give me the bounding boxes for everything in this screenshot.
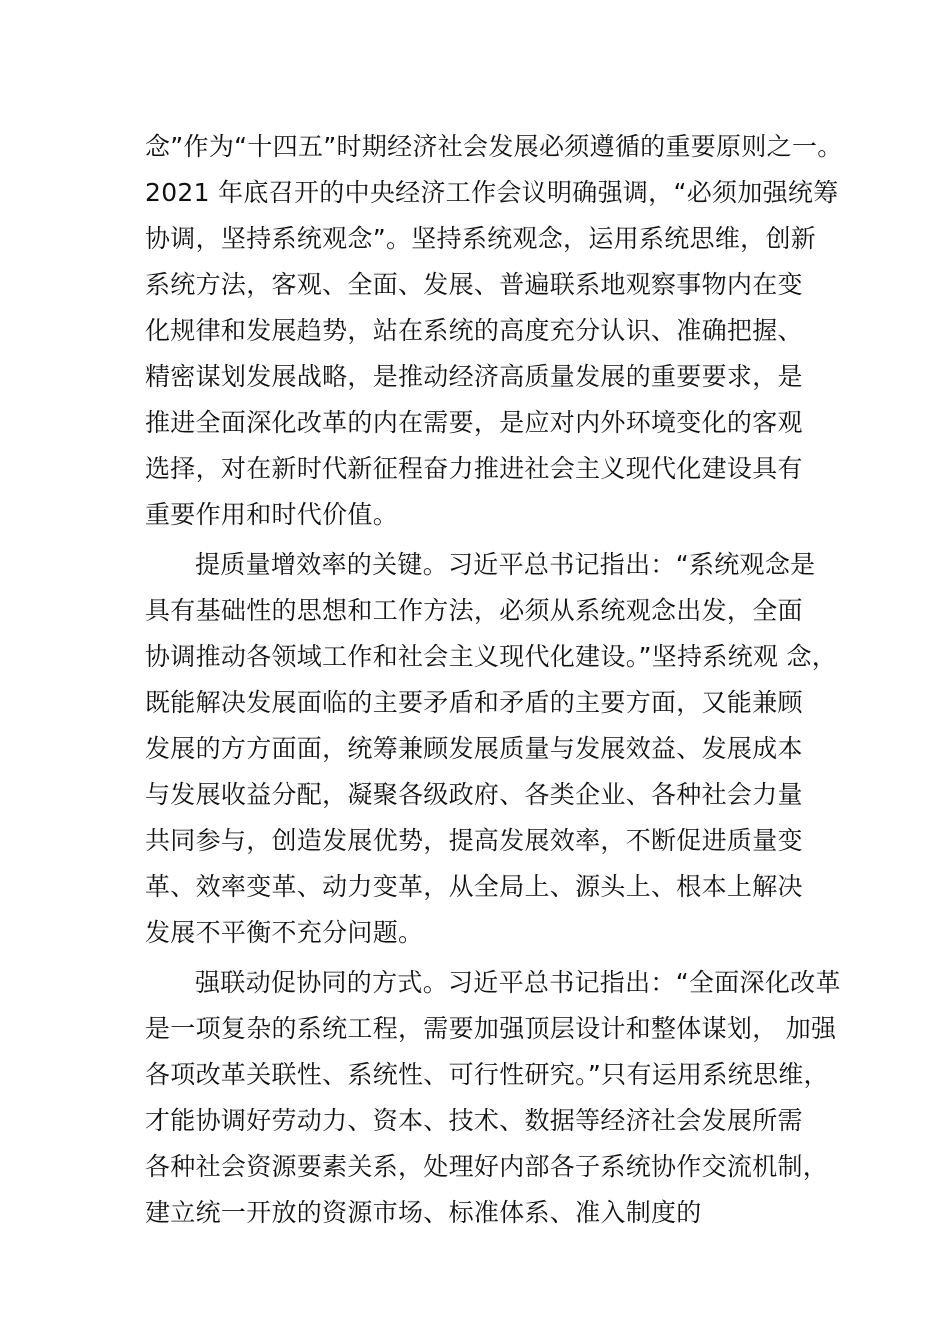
paragraph-1-line-5: 化规律和发展趋势，站在系统的高度充分认识、准确把握、 [145,316,803,345]
paragraph-2-line-3: 协调推动各领域工作和社会主义现代化建设。”坚持系统观 念， [145,642,838,671]
paragraph-2-line-6: 与发展收益分配，凝聚各级政府、各类企业、各种社会力量 [145,780,803,809]
paragraph-3-line-6: 建立统一开放的资源市场、标准体系、准入制度的 [145,1198,702,1227]
body-text [145,124,845,1236]
paragraph-3-line-1: 强联动促协同的方式。习近平总书记指出：“全面深化改革 [195,968,841,997]
paragraph-2-line-7: 共同参与，创造发展优势，提高发展效率，不断促进质量变 [145,826,803,855]
paragraph-1-line-3: 协调，坚持系统观念”。坚持系统观念，运用系统思维，创新 [145,224,817,253]
paragraph-2-line-1: 提质量增效率的关键。习近平总书记指出：“系统观念是 [195,550,816,579]
paragraph-1-line-4: 系统方法，客观、全面、发展、普遍联系地观察事物内在变 [145,270,803,299]
paragraph-2-line-4: 既能解决发展面临的主要矛盾和矛盾的主要方面，又能兼顾 [145,688,803,717]
paragraph-2-line-2: 具有基础性的思想和工作方法，必须从系统观念出发，全面 [145,596,803,625]
paragraph-3-line-5: 各种社会资源要素关系，处理好内部各子系统协作交流机制， [145,1152,829,1181]
paragraph-1-line-8: 选择，对在新时代新征程奋力推进社会主义现代化建设具有 [145,454,803,483]
paragraph-2-line-8: 革、效率变革、动力变革，从全局上、源头上、根本上解决 [145,872,803,901]
paragraph-2-line-9: 发展不平衡不充分问题。 [145,918,424,947]
paragraph-1-line-9: 重要作用和时代价值。 [145,500,399,529]
paragraph-3-line-2: 是一项复杂的系统工程，需要加强顶层设计和整体谋划， 加强 [145,1014,837,1043]
paragraph-3-line-4: 才能协调好劳动力、资本、技术、数据等经济社会发展所需 [145,1106,803,1135]
paragraph-1-line-2: 2021 年底召开的中央经济工作会议明确强调，“必须加强统筹 [145,178,839,207]
paragraph-1-line-7: 推进全面深化改革的内在需要，是应对内外环境变化的客观 [145,408,803,437]
paragraph-2-line-5: 发展的方方面面，统筹兼顾发展质量与发展效益、发展成本 [145,734,803,763]
paragraph-3-line-3: 各项改革关联性、系统性、可行性研究。”只有运用系统思维， [145,1060,829,1089]
paragraph-1-line-6: 精密谋划发展战略，是推动经济高质量发展的重要要求，是 [145,362,803,391]
paragraph-1-line-1: 念”作为“十四五”时期经济社会发展必须遵循的重要原则之一。 [145,132,843,161]
